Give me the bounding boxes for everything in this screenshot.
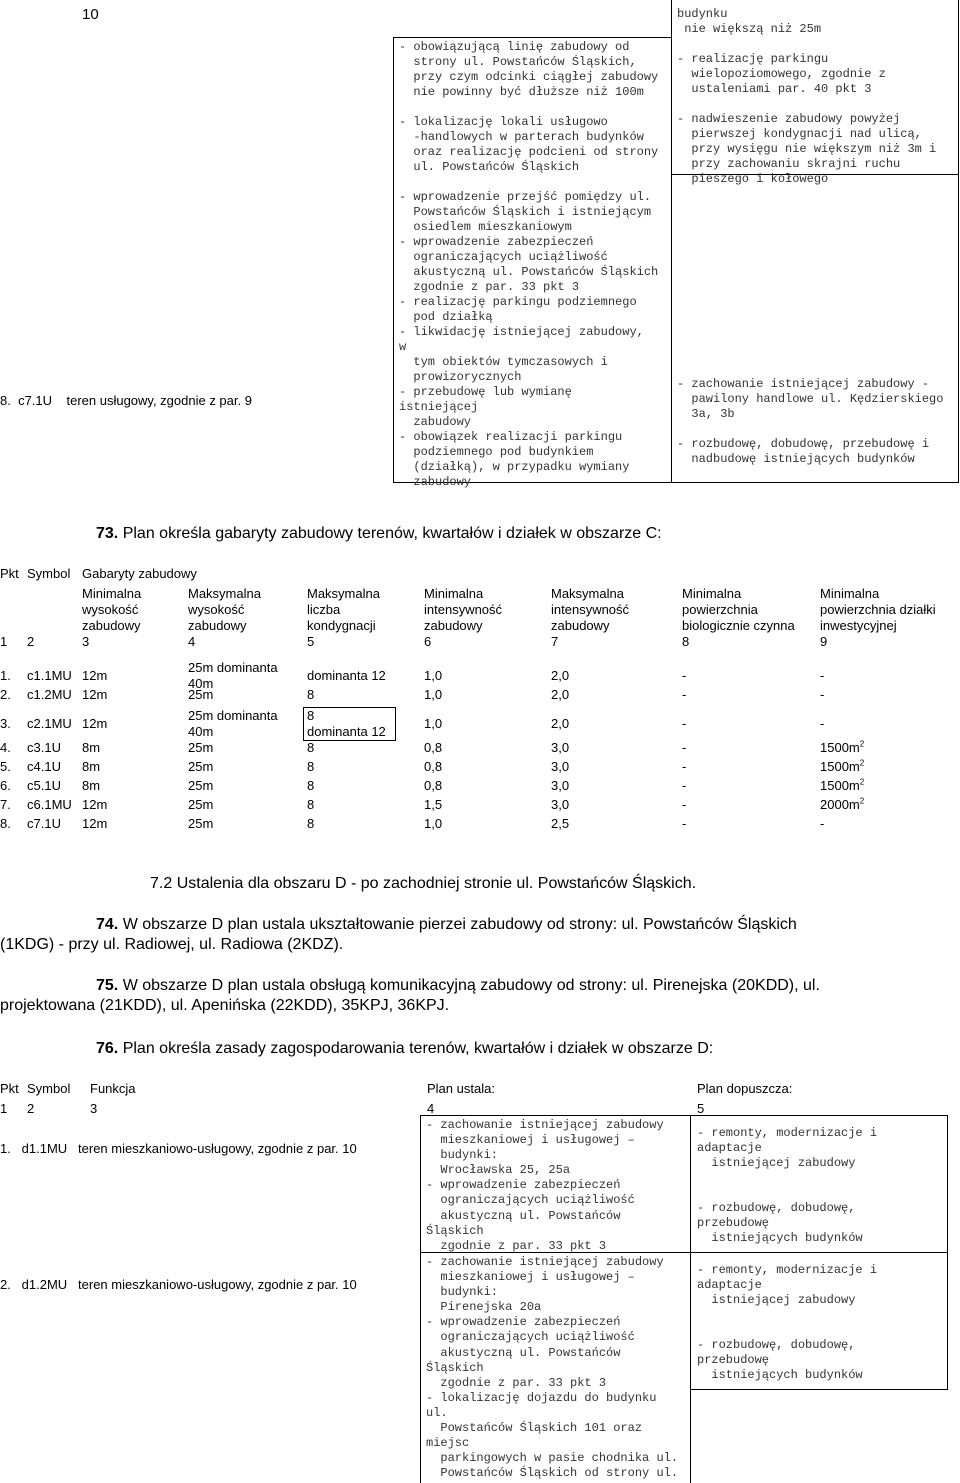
cell-line	[697, 1171, 877, 1186]
cell-line: osiedlem mieszkaniowym	[399, 220, 572, 234]
cell-line: ustaleniami par. 40 pkt 3	[677, 82, 872, 96]
cell-line: Śląskich	[426, 1223, 484, 1238]
cell-line: - przebudowę lub wymianę	[399, 385, 572, 399]
cell-line	[677, 422, 943, 437]
column-number: 4	[188, 634, 196, 649]
table-cell: 3,0	[551, 778, 570, 793]
cell-line: w	[399, 340, 407, 354]
table-cell: 8m	[82, 778, 101, 793]
d-row2-dopuszcza-text	[697, 1263, 877, 1383]
cell-line: istniejących budynków	[697, 1368, 863, 1382]
table-cell: $1500m^2$	[820, 777, 865, 793]
table-cell: 4.	[0, 740, 11, 755]
cell-line: - nadwieszenie zabudowy powyżej	[677, 112, 901, 126]
table-cell: 8m	[82, 759, 101, 774]
cell-line: mieszkaniowej i usługowej –	[426, 1270, 635, 1285]
column-header-line: Minimalna	[820, 586, 880, 601]
column-header-line: zabudowy	[551, 618, 610, 633]
table-cell: 1,0	[424, 668, 443, 683]
cell-line: - zachowanie istniejącej zabudowy	[426, 1255, 664, 1269]
column-number: 1	[0, 634, 8, 649]
d-num-1: 1	[0, 1101, 8, 1116]
table-cell: 0,8	[424, 740, 443, 755]
column-number: 6	[424, 634, 432, 649]
cell-line: - wprowadzenie zabezpieczeń	[426, 1178, 621, 1193]
cell-line: pieszego i kołowego	[677, 172, 829, 186]
d-row2-ustala-text	[426, 1255, 678, 1481]
cell-line: nadbudowę istniejących budynków	[677, 452, 915, 466]
cell-line: - remonty, modernizacje i	[697, 1263, 878, 1277]
table-cell: 8	[307, 797, 315, 812]
table-cell: 25m	[188, 778, 214, 793]
superscript: 2	[859, 739, 865, 749]
cell-line: zabudowy	[399, 475, 472, 489]
table-cell: 1,0	[424, 816, 443, 831]
table-cell: 12m	[82, 716, 108, 731]
cell-line	[697, 1186, 877, 1201]
page-number: 10	[82, 6, 99, 23]
cell-line: Wrocławska 25, 25a	[426, 1163, 571, 1178]
table-cell: 7.	[0, 797, 11, 812]
cell-line: ograniczających uciążliwość	[399, 250, 608, 264]
cell-line: - rozbudowę, dobudowę,	[697, 1338, 856, 1352]
cell-line: - wprowadzenie przejść pomiędzy ul.	[399, 190, 652, 204]
table-cell: -	[682, 668, 687, 683]
table-cell: 40m	[188, 724, 214, 739]
superscript: 2	[859, 777, 865, 787]
table-cell: 8m	[82, 740, 101, 755]
table-cell: 25m dominanta	[188, 708, 278, 723]
cell-line: przy wysięgu nie większym niż 3m i	[677, 142, 937, 156]
cell-line: - remonty, modernizacje i	[697, 1126, 878, 1140]
table-cell: 2.	[0, 687, 11, 702]
table-cell: -	[682, 687, 687, 702]
section-74-text: W obszarze D plan ustala ukształtowanie pierzei zabudowy od strony: ul. Powstańców Śląskich	[118, 916, 797, 933]
cell-line: podziemnego pod budynkiem	[399, 445, 594, 459]
table-cell: 12m	[82, 687, 108, 702]
header-gabaryty: Gabaryty zabudowy	[82, 566, 197, 581]
column-header-line: Minimalna	[682, 586, 742, 601]
table-cell: 1,5	[424, 797, 443, 812]
table-cell: -	[820, 668, 825, 683]
cell-line: zabudowy	[399, 415, 472, 429]
table-cell: 3,0	[551, 740, 570, 755]
table-cell: 3,0	[551, 759, 570, 774]
cell-line: istniejącej	[399, 400, 479, 414]
d-num-5: 5	[697, 1101, 705, 1116]
cell-line: strony ul. Powstańców Śląskich,	[399, 55, 637, 69]
cell-line	[697, 1323, 877, 1338]
cell-line	[697, 1308, 877, 1323]
table-cell: -	[682, 716, 687, 731]
cell-line: nie większą niż 25m	[677, 22, 822, 36]
cell-line: - lokalizację dojazdu do budynku	[426, 1390, 657, 1405]
d-row1-dopuszcza-text	[697, 1126, 877, 1246]
table-cell: $1500m^2$	[820, 758, 865, 774]
table-cell: -	[682, 797, 687, 812]
table-cell: 12m	[82, 797, 108, 812]
cell-line: - zachowanie istniejącej zabudowy	[426, 1118, 664, 1132]
section-76-heading	[96, 1040, 713, 1058]
cell-line: zgodnie z par. 33 pkt 3	[399, 280, 580, 294]
cell-line: - lokalizację lokali usługowo	[399, 115, 608, 129]
column-header-line: intensywność	[424, 602, 503, 617]
column-header-line: Minimalna	[82, 586, 142, 601]
cell-line: oraz realizację podcieni od strony	[399, 145, 659, 159]
cell-line: przy czym odcinki ciągłej zabudowy	[399, 70, 659, 84]
section-74-line2: (1KDG) - przy ul. Radiowej, ul. Radiowa (2KDZ).	[0, 936, 344, 953]
section-75-line2: projektowana (21KDD), ul. Apenińska (22KDD), 35KPJ, 36KPJ.	[0, 997, 450, 1014]
cell-line: Śląskich	[426, 1360, 484, 1375]
table-cell: 8	[307, 687, 315, 702]
table-cell: $2000m^2$	[820, 796, 865, 812]
column-header-line: liczba	[307, 602, 341, 617]
cell-line: - likwidację istniejącej zabudowy,	[399, 325, 644, 339]
cell-line: akustyczną ul. Powstańców	[426, 1345, 621, 1360]
table-cell: 1.	[0, 668, 11, 683]
d-row1-label: 1. d1.1MU teren mieszkaniowo-usługowy, zgodnie z par. 10	[0, 1141, 357, 1156]
table-cell: $1500m^2$	[820, 739, 865, 755]
cell-line: - wprowadzenie zabezpieczeń	[399, 235, 594, 249]
cell-line: istniejącej zabudowy	[697, 1293, 856, 1307]
column-header-line: zabudowy	[188, 618, 247, 633]
table-cell: -	[682, 759, 687, 774]
d-row2-label: 2. d1.2MU teren mieszkaniowo-usługowy, zgodnie z par. 10	[0, 1277, 357, 1292]
column-header-line: Maksymalna	[188, 586, 261, 601]
section-75-number: 75.	[96, 977, 119, 994]
table-cell: 8	[307, 778, 315, 793]
section-7-2-heading: 7.2 Ustalenia dla obszaru D - po zachodniej stronie ul. Powstańców Śląskich.	[150, 875, 697, 892]
table-cell: -	[820, 716, 825, 731]
cell-line: budynki:	[426, 1285, 499, 1300]
cell-line: Powstańców Śląskich od strony ul.	[426, 1466, 679, 1481]
section-75-paragraph	[0, 977, 960, 1015]
cell-line: istniejącej zabudowy	[697, 1156, 856, 1170]
column-number: 7	[551, 634, 559, 649]
cell-line: akustyczną ul. Powstańców	[426, 1208, 621, 1223]
table-cell: 3,0	[551, 797, 570, 812]
cell-line: adaptacje	[697, 1141, 762, 1155]
cell-line: Pirenejska 20a	[426, 1300, 542, 1315]
cell-line	[677, 37, 936, 52]
d-num-3: 3	[90, 1101, 98, 1116]
column-header-line: Maksymalna	[551, 586, 624, 601]
section-76-number: 76.	[96, 1040, 119, 1057]
column-header-line: zabudowy	[82, 618, 141, 633]
cell-line: - obowiązek realizacji parkingu	[399, 430, 623, 444]
table-cell: 12m	[82, 668, 108, 683]
kondygnacji-box-row-3	[303, 707, 396, 741]
d-num-2: 2	[27, 1101, 35, 1116]
top-table-col2-text	[399, 40, 658, 490]
cell-line: pawilony handlowe ul. Kędzierskiego	[677, 392, 944, 406]
column-header-line: wysokość	[82, 602, 139, 617]
top-table-col3-bottom-text	[677, 377, 943, 467]
column-header-line: powierzchnia	[682, 602, 758, 617]
cell-line: ul. Powstańców Śląskich	[399, 160, 580, 174]
cell-line: tym obiektów tymczasowych i	[399, 355, 608, 369]
cell-line: Powstańców Śląskich 101 oraz	[426, 1421, 643, 1436]
section-75-text: W obszarze D plan ustala obsługą komunikacyjną zabudowy od strony: ul. Pirenejska (20KDD), ul.	[118, 977, 820, 994]
table-cell: 3.	[0, 716, 11, 731]
cell-line: budynki:	[426, 1148, 499, 1163]
table-cell: 5.	[0, 759, 11, 774]
table-cell: 8	[307, 740, 315, 755]
d-header-dopuszcza: Plan dopuszcza:	[697, 1081, 793, 1096]
table-cell: c6.1MU	[27, 797, 72, 812]
cell-line: przy zachowaniu skrajni ruchu	[677, 157, 901, 171]
cell-line: parkingowych w pasie chodnika ul.	[426, 1451, 679, 1466]
column-header-line: inwestycyjnej	[820, 618, 897, 633]
table-cell: dominanta 12	[307, 668, 386, 683]
cell-line	[399, 175, 658, 190]
column-header-line: kondygnacji	[307, 618, 376, 633]
table-cell: c4.1U	[27, 759, 61, 774]
cell-line: ul.	[426, 1405, 448, 1420]
table-cell: 8.	[0, 816, 11, 831]
column-header-line: powierzchnia działki	[820, 602, 936, 617]
table-cell: -	[682, 740, 687, 755]
column-header-line: zabudowy	[424, 618, 483, 633]
section-73-text: Plan określa gabaryty zabudowy terenów, kwartałów i działek w obszarze C:	[118, 525, 662, 542]
cell-line: - rozbudowę, dobudowę,	[697, 1201, 856, 1215]
cell-line: istniejących budynków	[697, 1231, 863, 1245]
section-74-paragraph	[0, 916, 960, 954]
cell-line: - realizację parkingu podziemnego	[399, 295, 637, 309]
superscript: 2	[859, 796, 865, 806]
cell-line: budynku	[677, 7, 728, 21]
section-74-number: 74.	[96, 916, 119, 933]
cell-line: adaptacje	[697, 1278, 762, 1292]
cell-line: pierwszej kondygnacji nad ulicą,	[677, 127, 922, 141]
table-cell: 25m	[188, 687, 214, 702]
d-header-ustala: Plan ustala:	[427, 1081, 495, 1096]
d-header-symbol: Symbol	[27, 1081, 71, 1096]
header-symbol: Symbol	[27, 566, 71, 581]
table-cell: 25m	[188, 759, 214, 774]
cell-line: ograniczających uciążliwość	[426, 1330, 635, 1345]
table-cell: c2.1MU	[27, 716, 72, 731]
top-table-row-label: 8. c7.1U teren usługowy, zgodnie z par. 9	[0, 393, 252, 408]
cell-line: przebudowę	[697, 1353, 770, 1367]
column-header-line: Maksymalna	[307, 586, 380, 601]
header-pkt: Pkt	[0, 566, 19, 581]
top-table-col3-top-text	[677, 7, 936, 187]
table-cell: -	[682, 778, 687, 793]
table-cell: -	[820, 687, 825, 702]
table-cell: 2,5	[551, 816, 570, 831]
cell-line: - rozbudowę, dobudowę, przebudowę i	[677, 437, 930, 451]
table-cell: 25m dominanta	[188, 660, 278, 675]
column-number: 5	[307, 634, 315, 649]
cell-line: Powstańców Śląskich i istniejącym	[399, 205, 652, 219]
table-cell: 8	[307, 708, 315, 723]
cell-line: wielopoziomowego, zgodnie z	[677, 67, 886, 81]
cell-line: zgodnie z par. 33 pkt 3	[426, 1375, 607, 1390]
cell-line: pod działką	[399, 310, 493, 324]
superscript: 2	[859, 758, 865, 768]
table-cell: c5.1U	[27, 778, 61, 793]
table-cell: c3.1U	[27, 740, 61, 755]
table-cell: 25m	[188, 740, 214, 755]
column-header-line: Minimalna	[424, 586, 484, 601]
d-header-pkt: Pkt	[0, 1081, 19, 1096]
column-number: 8	[682, 634, 690, 649]
cell-line: prowizorycznych	[399, 370, 522, 384]
d-header-funkcja: Funkcja	[90, 1081, 136, 1096]
cell-line	[677, 97, 936, 112]
table-cell: 0,8	[424, 778, 443, 793]
table-cell: c1.2MU	[27, 687, 72, 702]
d-row1-ustala-text	[426, 1118, 664, 1254]
table-cell: 8	[307, 759, 315, 774]
cell-line: przebudowę	[697, 1216, 770, 1230]
cell-line: - zachowanie istniejącej zabudowy -	[677, 377, 930, 391]
column-number: 2	[27, 634, 35, 649]
section-73-heading	[96, 525, 662, 543]
column-header-line: intensywność	[551, 602, 630, 617]
table-cell: 2,0	[551, 716, 570, 731]
table-cell: 25m	[188, 816, 214, 831]
table-cell: 40m	[188, 676, 214, 691]
table-cell: dominanta 12	[307, 724, 386, 739]
table-cell: 0,8	[424, 759, 443, 774]
table-cell: -	[820, 816, 825, 831]
table-cell: 6.	[0, 778, 11, 793]
cell-line	[399, 100, 658, 115]
section-73-number: 73.	[96, 525, 119, 542]
cell-line: nie powinny być dłuższe niż 100m	[399, 85, 644, 99]
cell-line: ograniczających uciążliwość	[426, 1193, 635, 1208]
table-cell: 25m	[188, 797, 214, 812]
cell-line: miejsc	[426, 1436, 470, 1451]
table-cell: c7.1U	[27, 816, 61, 831]
table-cell: 2,0	[551, 668, 570, 683]
cell-line: - realizację parkingu	[677, 52, 829, 66]
table-cell: -	[682, 816, 687, 831]
table-cell: 8	[307, 816, 315, 831]
table-cell: 2,0	[551, 687, 570, 702]
cell-line: - wprowadzenie zabezpieczeń	[426, 1315, 621, 1330]
table-cell: 12m	[82, 816, 108, 831]
column-number: 9	[820, 634, 828, 649]
cell-line: akustyczną ul. Powstańców Śląskich	[399, 265, 659, 279]
cell-line: (działką), w przypadku wymiany	[399, 460, 630, 474]
section-76-text: Plan określa zasady zagospodarowania terenów, kwartałów i działek w obszarze D:	[118, 1040, 714, 1057]
cell-line: 3a, 3b	[677, 407, 735, 421]
cell-line: mieszkaniowej i usługowej –	[426, 1133, 635, 1148]
column-header-line: wysokość	[188, 602, 245, 617]
table-cell: 1,0	[424, 716, 443, 731]
cell-line: - obowiązującą linię zabudowy od	[399, 40, 630, 54]
cell-line: -handlowych w parterach budynków	[399, 130, 644, 144]
table-cell: c1.1MU	[27, 668, 72, 683]
table-cell: 1,0	[424, 687, 443, 702]
cell-line: zgodnie z par. 33 pkt 3	[426, 1238, 607, 1253]
d-num-4: 4	[427, 1101, 435, 1116]
column-number: 3	[82, 634, 90, 649]
column-header-line: biologicznie czynna	[682, 618, 795, 633]
